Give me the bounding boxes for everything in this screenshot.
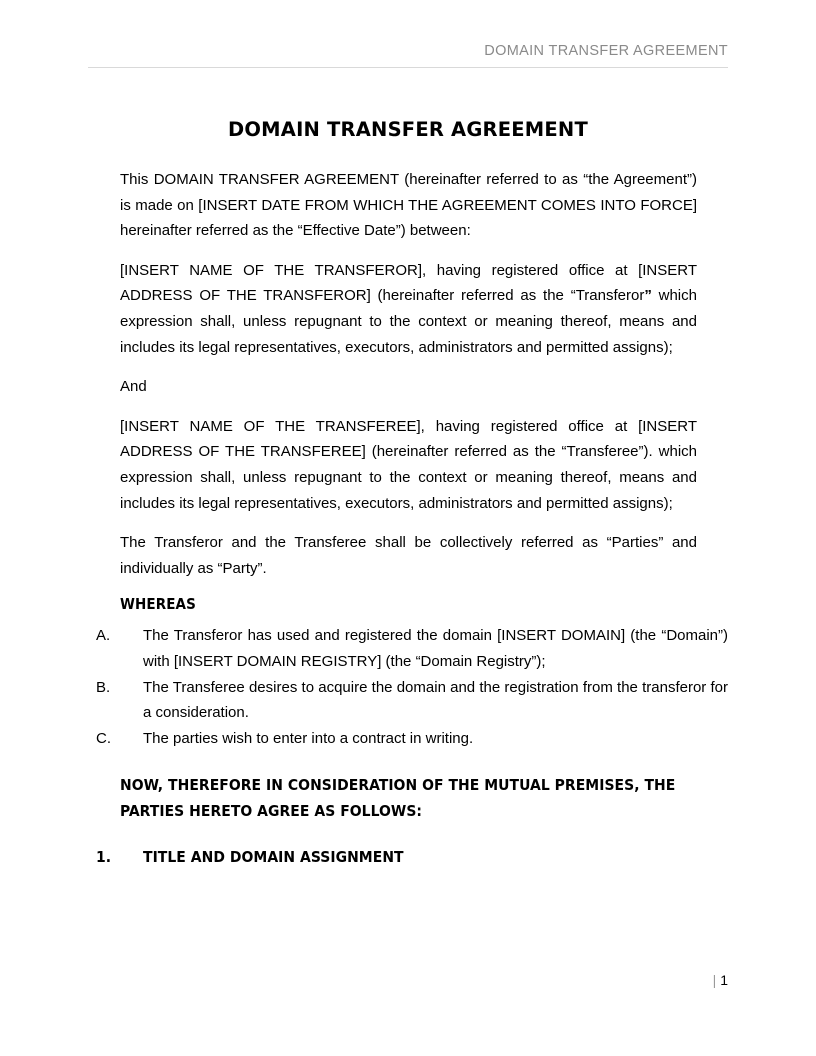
paragraph-recital-intro: This DOMAIN TRANSFER AGREEMENT (hereinafter referred to as “the Agreement”) is made on [INSERT DATE FROM WHICH THE AGREEMENT COMES INTO FORCE] hereinafter referred as the “Effective Date”) between: — [120, 171, 697, 240]
transferor-bold-close-quote: ” — [644, 287, 652, 305]
section-heading-1 — [96, 848, 728, 866]
footer-separator: | — [712, 972, 717, 988]
list-item-marker: C. — [96, 729, 111, 747]
list-item-text: The parties wish to enter into a contract in writing. — [143, 729, 474, 747]
section-number: 1. — [96, 848, 112, 867]
page-footer — [88, 972, 728, 988]
paragraph-and: And — [120, 378, 147, 396]
list-item-text: The Transferor has used and registered the domain [INSERT DOMAIN] (the “Domain”) with [INSERT DOMAIN REGISTRY] (the “Domain Registry”); — [143, 627, 728, 670]
list-item — [96, 623, 728, 674]
list-item-marker: A. — [96, 627, 111, 645]
page-title: DOMAIN TRANSFER AGREEMENT — [228, 118, 588, 141]
paragraph-parties: The Transferor and the Transferee shall be collectively referred as “Parties” and individually as “Party”. — [120, 534, 697, 577]
transferor-text-part1: [INSERT NAME OF THE TRANSFEROR], having registered office at [INSERT ADDRESS OF THE TRANSFEROR] (hereinafter referred as the “Transferor — [120, 261, 697, 305]
document-body — [88, 118, 728, 866]
header-running-title: DOMAIN TRANSFER AGREEMENT — [484, 43, 728, 59]
transferor-text-part2: which expression shall, unless repugnant to the context or meaning thereof, means and includes its legal representatives, executors, administrators and permitted assigns); — [120, 287, 697, 356]
footer-page-number: 1 — [720, 972, 728, 988]
paragraph-transferor — [120, 258, 697, 360]
page-header — [88, 42, 728, 68]
list-item-marker: B. — [96, 678, 111, 696]
list-item — [96, 675, 728, 726]
recitals-list — [96, 623, 728, 751]
whereas-heading: WHEREAS — [120, 595, 196, 614]
section-title: TITLE AND DOMAIN ASSIGNMENT — [143, 848, 404, 867]
list-item — [96, 726, 728, 752]
now-therefore-clause: NOW, THEREFORE IN CONSIDERATION OF THE MUTUAL PREMISES, THE PARTIES HERETO AGREE AS FOLLOWS: — [120, 776, 676, 820]
list-item-text: The Transferee desires to acquire the domain and the registration from the transferor for a consideration. — [143, 678, 728, 722]
paragraph-transferee: [INSERT NAME OF THE TRANSFEREE], having registered office at [INSERT ADDRESS OF THE TRANSFEREE] (hereinafter referred as the “Transferee”). which expression shall, unless repugnant to the context or meaning thereof, means and includes its legal representatives, executors, administrators and permitted assigns); — [120, 417, 697, 512]
